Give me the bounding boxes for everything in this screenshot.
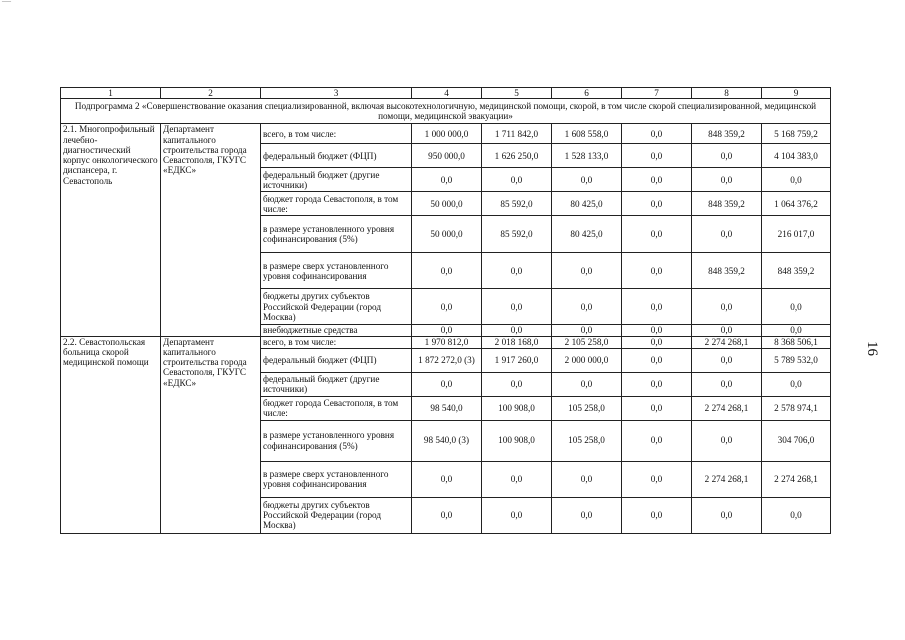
- table-body: [61, 88, 831, 534]
- amount-cell: 0,0: [482, 372, 552, 396]
- amount-cell: 85 592,0: [482, 216, 552, 253]
- amount-cell: 80 425,0: [552, 192, 622, 216]
- amount-cell: 105 258,0: [552, 420, 622, 461]
- object-name: 2.1. Многопрофильный лечебно-диагностический корпус онкологического диспансера, г. Севастополь: [61, 124, 161, 336]
- amount-cell: 0,0: [552, 253, 622, 289]
- funding-source: всего, в том числе:: [261, 124, 412, 144]
- amount-cell: 0,0: [762, 497, 831, 533]
- amount-cell: 0,0: [622, 192, 692, 216]
- amount-cell: 1 970 812,0: [412, 336, 482, 348]
- amount-cell: 0,0: [692, 372, 762, 396]
- amount-cell: 5 168 759,2: [762, 124, 831, 144]
- budget-table: [60, 87, 831, 534]
- amount-cell: 100 908,0: [482, 420, 552, 461]
- amount-cell: 0,0: [622, 348, 692, 372]
- column-number: 8: [692, 88, 762, 99]
- amount-cell: 0,0: [692, 420, 762, 461]
- amount-cell: 0,0: [692, 168, 762, 192]
- amount-cell: 0,0: [482, 497, 552, 533]
- funding-source: внебюджетные средства: [261, 325, 412, 336]
- amount-cell: 2 274 268,1: [762, 461, 831, 497]
- amount-cell: 0,0: [622, 497, 692, 533]
- amount-cell: 0,0: [552, 168, 622, 192]
- page-number: 16: [864, 341, 880, 356]
- column-number: 7: [622, 88, 692, 99]
- funding-source: бюджеты других субъектов Российской Федерации (город Москва): [261, 289, 412, 325]
- funding-source: федеральный бюджет (ФЦП): [261, 348, 412, 372]
- amount-cell: 0,0: [622, 253, 692, 289]
- amount-cell: 1 528 133,0: [552, 144, 622, 168]
- table-row: [61, 124, 831, 144]
- amount-cell: 0,0: [692, 144, 762, 168]
- amount-cell: 0,0: [762, 289, 831, 325]
- amount-cell: 0,0: [622, 461, 692, 497]
- amount-cell: 0,0: [482, 289, 552, 325]
- amount-cell: 848 359,2: [692, 124, 762, 144]
- amount-cell: 100 908,0: [482, 396, 552, 420]
- amount-cell: 0,0: [692, 289, 762, 325]
- amount-cell: 2 274 268,1: [692, 461, 762, 497]
- column-number: 6: [552, 88, 622, 99]
- amount-cell: 0,0: [412, 372, 482, 396]
- column-number: 2: [161, 88, 261, 99]
- amount-cell: 105 258,0: [552, 396, 622, 420]
- amount-cell: 0,0: [412, 253, 482, 289]
- amount-cell: 80 425,0: [552, 216, 622, 253]
- amount-cell: 0,0: [622, 144, 692, 168]
- amount-cell: 0,0: [762, 168, 831, 192]
- amount-cell: 0,0: [622, 325, 692, 336]
- funding-source: в размере сверх установленного уровня софинансирования: [261, 461, 412, 497]
- amount-cell: 0,0: [622, 396, 692, 420]
- amount-cell: 98 540,0: [412, 396, 482, 420]
- funding-source: бюджет города Севастополя, в том числе:: [261, 396, 412, 420]
- amount-cell: 0,0: [622, 216, 692, 253]
- amount-cell: 2 000 000,0: [552, 348, 622, 372]
- column-number: 9: [762, 88, 831, 99]
- column-number: 3: [261, 88, 412, 99]
- amount-cell: 0,0: [622, 124, 692, 144]
- amount-cell: 0,0: [762, 372, 831, 396]
- amount-cell: 216 017,0: [762, 216, 831, 253]
- column-number: 5: [482, 88, 552, 99]
- amount-cell: 0,0: [622, 336, 692, 348]
- amount-cell: 304 706,0: [762, 420, 831, 461]
- amount-cell: 1 000 000,0: [412, 124, 482, 144]
- amount-cell: 8 368 506,1: [762, 336, 831, 348]
- amount-cell: 0,0: [482, 461, 552, 497]
- amount-cell: 1 626 250,0: [482, 144, 552, 168]
- amount-cell: 0,0: [482, 325, 552, 336]
- amount-cell: 0,0: [762, 325, 831, 336]
- amount-cell: 2 274 268,1: [692, 396, 762, 420]
- amount-cell: 98 540,0 (3): [412, 420, 482, 461]
- amount-cell: 1 872 272,0 (3): [412, 348, 482, 372]
- amount-cell: 0,0: [482, 253, 552, 289]
- amount-cell: 0,0: [552, 325, 622, 336]
- amount-cell: 2 105 258,0: [552, 336, 622, 348]
- amount-cell: 0,0: [412, 168, 482, 192]
- amount-cell: 848 359,2: [762, 253, 831, 289]
- amount-cell: 848 359,2: [692, 192, 762, 216]
- amount-cell: 0,0: [412, 497, 482, 533]
- funding-source: бюджеты других субъектов Российской Федерации (город Москва): [261, 497, 412, 533]
- amount-cell: 0,0: [482, 168, 552, 192]
- funding-source: федеральный бюджет (другие источники): [261, 168, 412, 192]
- amount-cell: 0,0: [412, 325, 482, 336]
- amount-cell: 848 359,2: [692, 253, 762, 289]
- subprogram-row: [61, 99, 831, 124]
- column-number: 1: [61, 88, 161, 99]
- amount-cell: 0,0: [552, 461, 622, 497]
- amount-cell: 2 274 268,1: [692, 336, 762, 348]
- amount-cell: 50 000,0: [412, 216, 482, 253]
- amount-cell: 85 592,0: [482, 192, 552, 216]
- executor-name: Департамент капитального строительства города Севастополя, ГКУГС «ЕДКС»: [161, 124, 261, 336]
- table-row: [61, 336, 831, 348]
- amount-cell: 50 000,0: [412, 192, 482, 216]
- amount-cell: 5 789 532,0: [762, 348, 831, 372]
- amount-cell: 0,0: [622, 289, 692, 325]
- funding-source: федеральный бюджет (ФЦП): [261, 144, 412, 168]
- funding-source: в размере установленного уровня софинансирования (5%): [261, 216, 412, 253]
- amount-cell: 4 104 383,0: [762, 144, 831, 168]
- amount-cell: 2 578 974,1: [762, 396, 831, 420]
- amount-cell: 0,0: [412, 461, 482, 497]
- amount-cell: 0,0: [622, 372, 692, 396]
- funding-source: в размере сверх установленного уровня софинансирования: [261, 253, 412, 289]
- amount-cell: 0,0: [552, 497, 622, 533]
- amount-cell: 0,0: [552, 289, 622, 325]
- amount-cell: 1 917 260,0: [482, 348, 552, 372]
- funding-source: в размере установленного уровня софинансирования (5%): [261, 420, 412, 461]
- amount-cell: 0,0: [622, 168, 692, 192]
- amount-cell: 1 608 558,0: [552, 124, 622, 144]
- amount-cell: 0,0: [692, 348, 762, 372]
- amount-cell: 0,0: [692, 325, 762, 336]
- table-header-row: [61, 88, 831, 99]
- column-number: 4: [412, 88, 482, 99]
- amount-cell: 950 000,0: [412, 144, 482, 168]
- amount-cell: 0,0: [622, 420, 692, 461]
- amount-cell: 0,0: [552, 372, 622, 396]
- amount-cell: 0,0: [412, 289, 482, 325]
- amount-cell: 1 711 842,0: [482, 124, 552, 144]
- object-name: 2.2. Севастопольская больница скорой медицинской помощи: [61, 336, 161, 533]
- subprogram-title: Подпрограмма 2 «Совершенствование оказания специализированной, включая высокотехнологичную, медицинской помощи, скорой, в том числе скорой специализированной, медицинской помощи, медицинской эвакуации»: [61, 99, 831, 124]
- amount-cell: 2 018 168,0: [482, 336, 552, 348]
- funding-source: всего, в том числе:: [261, 336, 412, 348]
- corner-mark: —: [2, 0, 11, 6]
- amount-cell: 0,0: [692, 497, 762, 533]
- amount-cell: 1 064 376,2: [762, 192, 831, 216]
- funding-source: бюджет города Севастополя, в том числе:: [261, 192, 412, 216]
- executor-name: Департамент капитального строительства города Севастополя, ГКУГС «ЕДКС»: [161, 336, 261, 533]
- amount-cell: 0,0: [692, 216, 762, 253]
- funding-source: федеральный бюджет (другие источники): [261, 372, 412, 396]
